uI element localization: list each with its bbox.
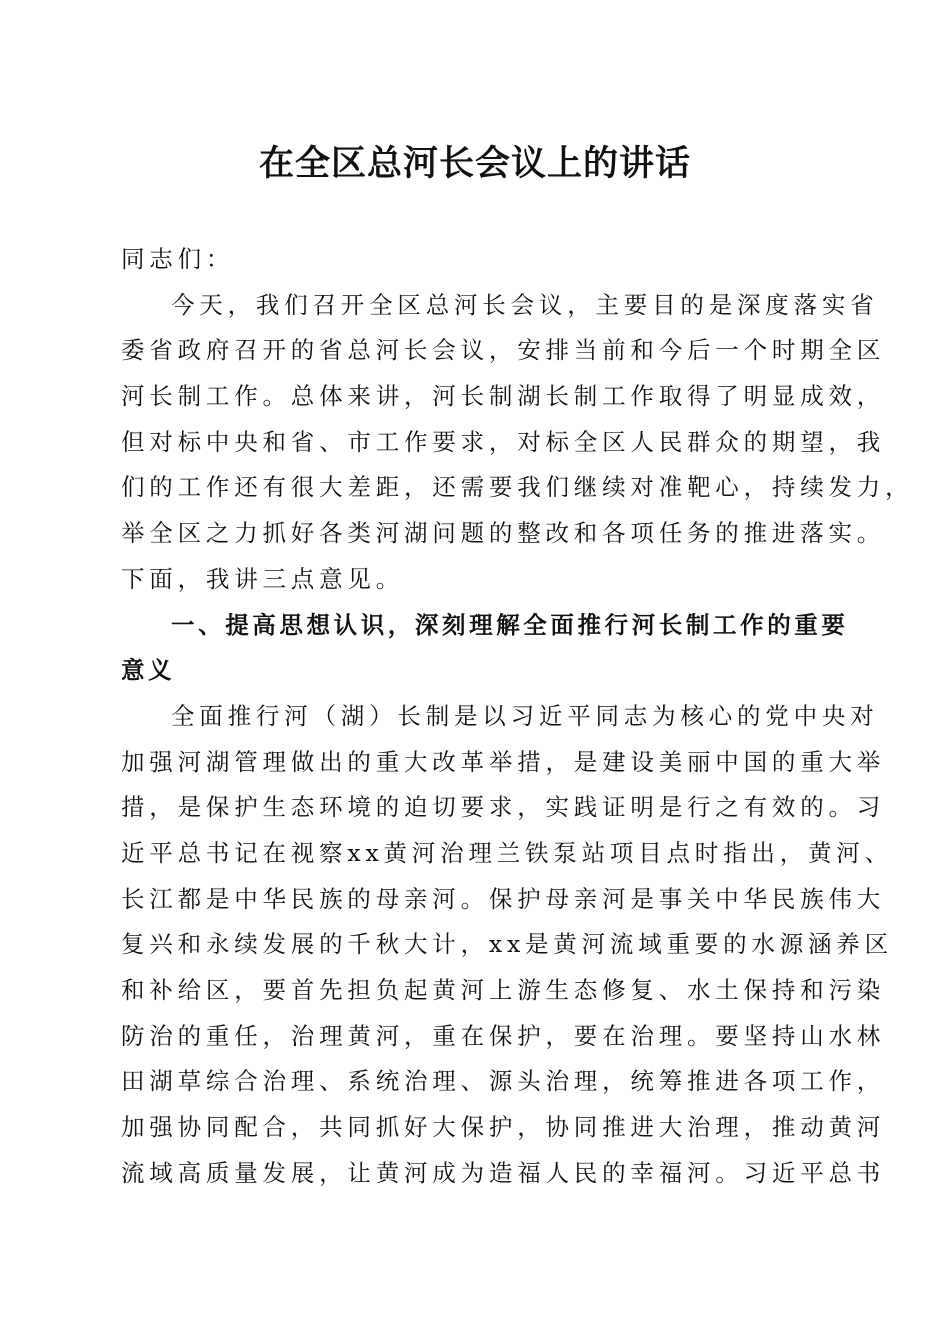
- paragraph-line: 今天，我们召开全区总河长会议，主要目的是深度落实省: [171, 290, 879, 319]
- paragraph-line: 田湖草综合治理、系统治理、源头治理，统筹推进各项工作，: [121, 1067, 886, 1096]
- paragraph-line: 下面，我讲三点意见。: [121, 564, 404, 593]
- speech-title: 在全区总河长会议上的讲话: [258, 143, 691, 184]
- paragraph-line: 近平总书记在视察xx黄河治理兰铁泵站项目点时指出，黄河、: [121, 838, 893, 867]
- paragraph-line: 们的工作还有很大差距，还需要我们继续对准靶心，持续发力，: [121, 473, 914, 502]
- section-heading-line: 意义: [121, 656, 176, 685]
- paragraph-line: 加强河湖管理做出的重大改革举措，是建设美丽中国的重大举: [121, 747, 886, 776]
- paragraph-line: 河长制工作。总体来讲，河长制湖长制工作取得了明显成效，: [121, 382, 886, 411]
- paragraph-line: 全面推行河（湖）长制是以习近平同志为核心的党中央对: [171, 701, 879, 730]
- paragraph-line: 防治的重任，治理黄河，重在保护，要在治理。要坚持山水林: [121, 1021, 886, 1050]
- paragraph-line: 加强协同配合，共同抓好大保护，协同推进大治理，推动黄河: [121, 1113, 886, 1142]
- section-heading-line: 一、提高思想认识，深刻理解全面推行河长制工作的重要: [171, 610, 849, 639]
- salutation-line: 同志们：: [121, 245, 235, 273]
- paragraph-line: 委省政府召开的省总河长会议，安排当前和今后一个时期全区: [121, 336, 886, 365]
- paragraph-line: 但对标中央和省、市工作要求，对标全区人民群众的期望，我: [121, 427, 886, 456]
- paragraph-line: 长江都是中华民族的母亲河。保护母亲河是事关中华民族伟大: [121, 884, 886, 913]
- speech-body: [121, 237, 914, 1196]
- paragraph-line: 复兴和永续发展的千秋大计，xx是黄河流域重要的水源涵养区: [121, 930, 893, 959]
- paragraph-line: 流域高质量发展，让黄河成为造福人民的幸福河。习近平总书: [121, 1158, 886, 1187]
- paragraph-line: 和补给区，要首先担负起黄河上游生态修复、水土保持和污染: [121, 976, 886, 1004]
- paragraph-line: 措，是保护生态环境的迫切要求，实践证明是行之有效的。习: [121, 793, 886, 822]
- paragraph-line: 举全区之力抓好各类河湖问题的整改和各项任务的推进落实。: [121, 519, 886, 548]
